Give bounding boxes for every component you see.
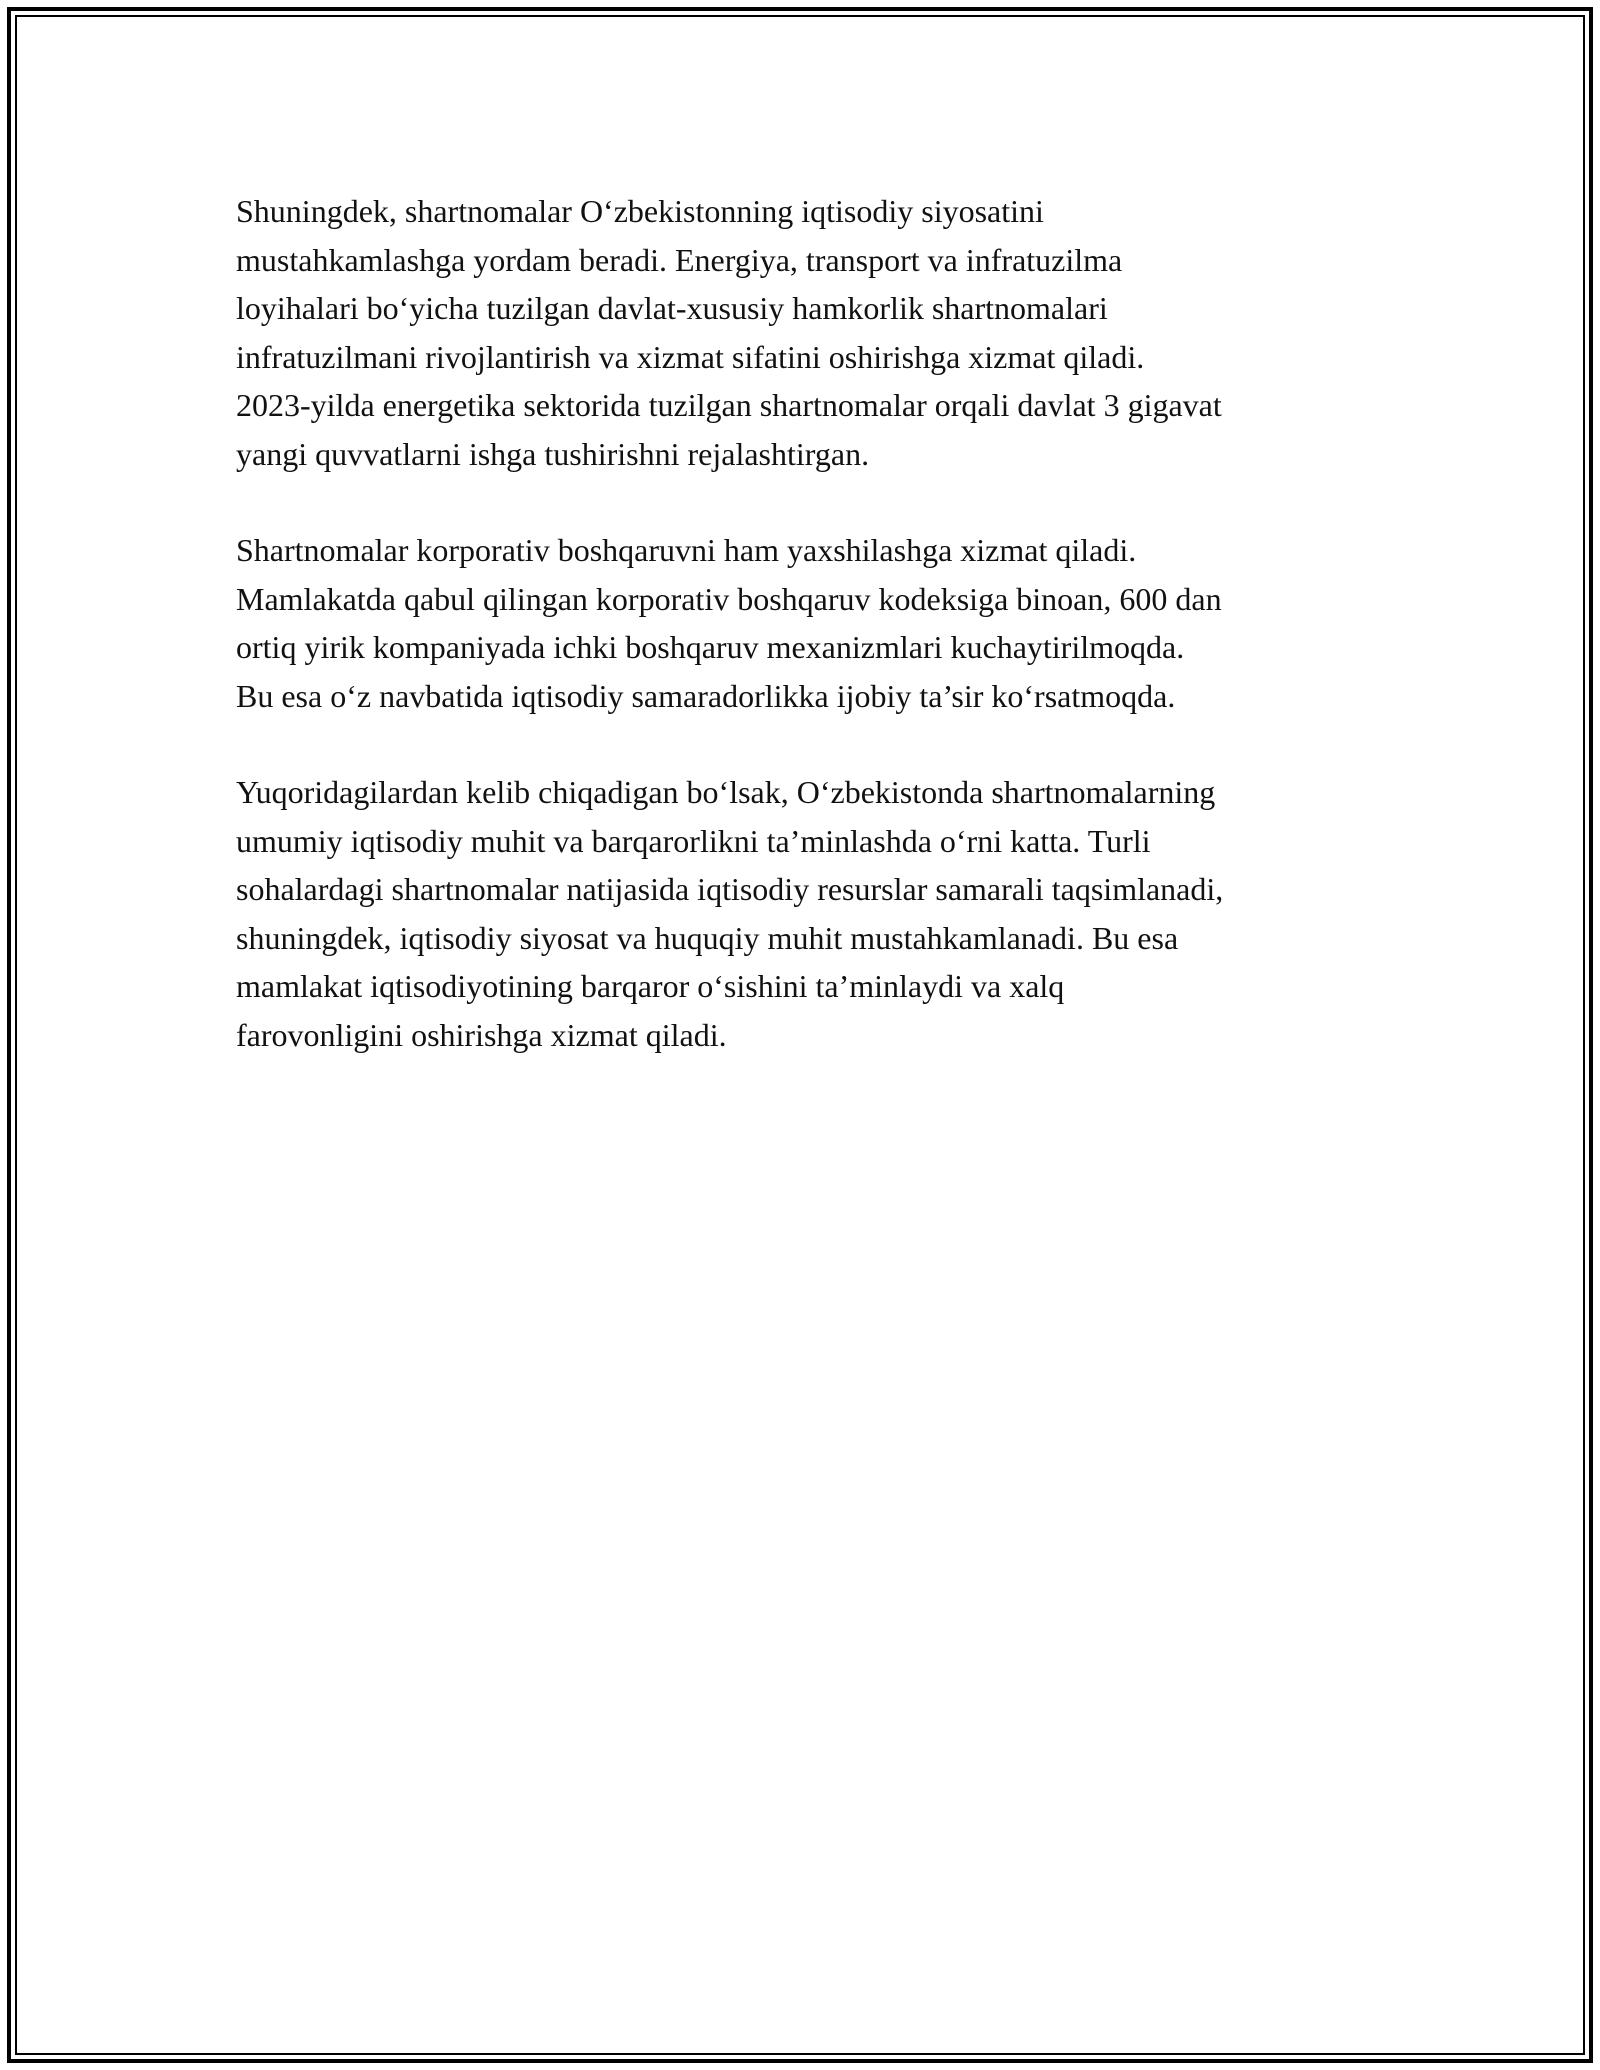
- text-line: ortiq yirik kompaniyada ichki boshqaruv mexanizmlari kuchaytirilmoqda.: [236, 629, 1185, 665]
- text-line: mamlakat iqtisodiyotining barqaror o‘sishini ta’minlaydi va xalq: [236, 968, 1065, 1004]
- text-line: Mamlakatda qabul qilingan korporativ boshqaruv kodeksiga binoan, 600 dan: [236, 580, 1222, 617]
- paragraph-1: [236, 187, 1376, 478]
- document-body: [236, 187, 1376, 1107]
- text-line: sohalardagi shartnomalar natijasida iqtisodiy resurslar samarali taqsimlanadi,: [236, 871, 1224, 907]
- text-line: 2023-yilda energetika sektorida tuzilgan shartnomalar orqali davlat 3 gigavat: [236, 387, 1222, 423]
- text-line: Yuqoridagilardan kelib chiqadigan bo‘lsak, O‘zbekistonda shartnomalarning: [236, 774, 1216, 810]
- text-line: loyihalari bo‘yicha tuzilgan davlat-xususiy hamkorlik shartnomalari: [236, 290, 1108, 326]
- text-line: shuningdek, iqtisodiy siyosat va huquqiy muhit mustahkamlanadi. Bu esa: [236, 919, 1179, 956]
- text-line: umumiy iqtisodiy muhit va barqarorlikni ta’minlashda o‘rni katta. Turli: [236, 822, 1151, 859]
- text-line: mustahkamlashga yordam beradi. Energiya, transport va infratuzilma: [236, 241, 1123, 278]
- text-line: farovonligini oshirishga xizmat qiladi.: [236, 1016, 727, 1053]
- text-line: Bu esa o‘z navbatida iqtisodiy samaradorlikka ijobiy ta’sir ko‘rsatmoqda.: [236, 677, 1176, 714]
- paragraph-2: [236, 526, 1376, 720]
- text-line: infratuzilmani rivojlantirish va xizmat sifatini oshirishga xizmat qiladi.: [236, 338, 1145, 375]
- text-line: Shuningdek, shartnomalar O‘zbekistonning iqtisodiy siyosatini: [236, 193, 1044, 229]
- text-line: Shartnomalar korporativ boshqaruvni ham yaxshilashga xizmat qiladi.: [236, 532, 1137, 568]
- text-line: yangi quvvatlarni ishga tushirishni rejalashtirgan.: [236, 435, 870, 472]
- paragraph-3: [236, 768, 1376, 1059]
